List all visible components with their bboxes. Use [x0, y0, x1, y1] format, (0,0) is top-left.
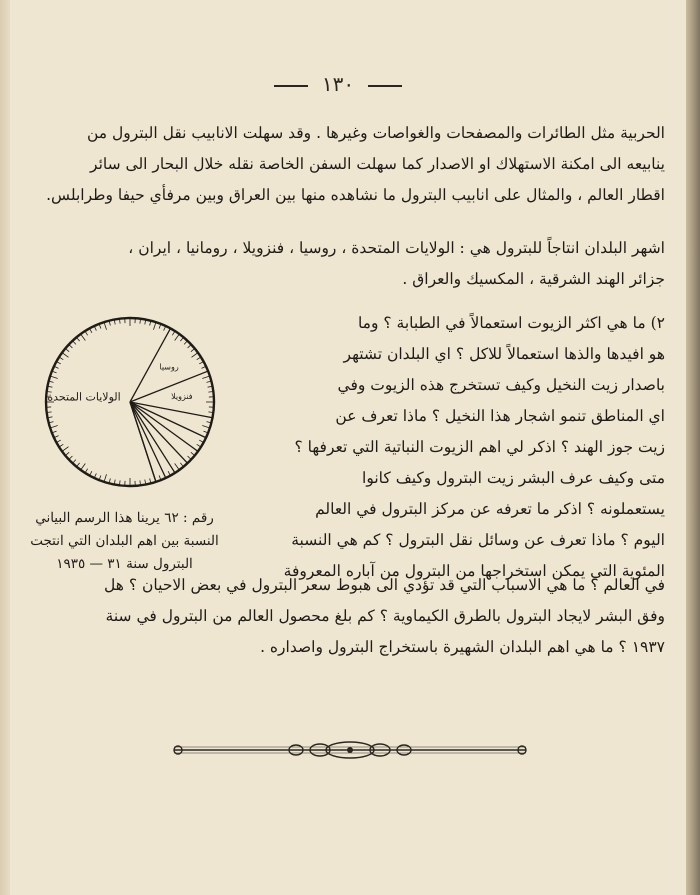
- pie-rim-tick: [62, 353, 68, 358]
- page-number: ١٣٠: [321, 72, 355, 96]
- pie-rim-tick: [180, 463, 183, 467]
- question-line: اليوم ؟ ماذا تعرف عن وسائل نقل البترول ؟ كم هي النسبة: [291, 531, 665, 549]
- pie-rim-tick: [65, 348, 69, 351]
- caption-line: النسبة بين اهم البلدان التي انتجت: [30, 533, 219, 549]
- pie-chart-figure: [30, 312, 230, 492]
- pie-slice-edge: [130, 371, 208, 402]
- question-line: زيت جوز الهند ؟ اذكر لي اهم الزيوت النباتية التي تعرفها ؟: [294, 438, 665, 456]
- pie-rim-tick: [59, 357, 63, 360]
- pie-rim-tick: [191, 348, 195, 351]
- page-gutter: [0, 0, 10, 895]
- pie-rim-tick: [202, 376, 210, 378]
- question-line: ١٩٣٧ ؟ ما هي اهم البلدان الشهيرة باستخراج البترول واصداره .: [260, 638, 665, 656]
- paragraph-transport: [25, 118, 665, 211]
- paragraph-line: جزائر الهند الشرقية ، المكسيك والعراق .: [402, 270, 665, 288]
- pie-rim-tick: [81, 334, 86, 340]
- paragraph-producers: [25, 233, 665, 295]
- pie-rim-tick: [85, 469, 88, 473]
- pie-chart: [30, 312, 230, 492]
- pie-rim-tick: [184, 341, 187, 345]
- pie-rim-tick: [202, 425, 210, 427]
- paragraph-line: ينابيعه الى امكنة الاستهلاك او الاصدار كما سهلت السفن الخاصة نقله خلال البحار الى سائر: [90, 155, 665, 173]
- pie-slice-label: فنزويلا: [171, 392, 193, 402]
- page-edge: [686, 0, 700, 895]
- pie-rim-tick: [76, 463, 79, 467]
- header-dash-right: [368, 85, 402, 87]
- pie-rim-tick: [175, 334, 180, 340]
- pie-rim-tick: [81, 463, 86, 469]
- pie-rim-tick: [76, 337, 79, 341]
- pie-rim-tick: [172, 331, 175, 335]
- pie-rim-tick: [50, 376, 58, 378]
- pie-rim-tick: [72, 460, 75, 464]
- pie-slice-edge: [130, 402, 166, 478]
- question-line: اي المناطق تنمو اشجار هذا النخيل ؟ ماذا تعرف عن: [335, 407, 665, 425]
- pie-rim-tick: [188, 344, 192, 347]
- paragraph-line: اشهر البلدان انتاجاً للبترول هي : الولايات المتحدة ، روسيا ، فنزويلا ، رومانيا ، ايران ،: [128, 239, 665, 257]
- question-line: وفق البشر لايجاد البترول بالطرق الكيماوية ؟ كم بلغ محصول العالم من البترول في سنة: [105, 607, 665, 625]
- pie-rim-tick: [191, 353, 197, 358]
- pie-rim-tick: [188, 456, 192, 459]
- caption-line: رقم : ٦٢ يرينا هذا الرسم البياني: [35, 510, 214, 526]
- question-line: هو افيدها والذها استعمالاً للاكل ؟ اي البلدان تشتهر: [343, 345, 665, 363]
- pie-rim-tick: [197, 444, 201, 447]
- question-line: باصدار زيت النخيل وكيف تستخرج هذه الزيوت وفي: [337, 376, 665, 394]
- caption-line: البترول سنة ٣١ — ١٩٣٥: [56, 556, 193, 572]
- pie-rim-tick: [104, 474, 106, 482]
- pie-rim-tick: [69, 456, 73, 459]
- pie-slice-edge: [130, 402, 198, 451]
- paragraph-questions-continued: [25, 570, 665, 663]
- pie-rim-tick: [69, 344, 73, 347]
- paragraph-line: الحربية مثل الطائرات والمصفحات والغواصات وغيرها . وقد سهلت الانابيب نقل البترول من: [86, 124, 665, 142]
- pie-rim-tick: [191, 452, 195, 455]
- pie-slice-label: روسيا: [159, 362, 179, 372]
- pie-rim-tick: [85, 331, 88, 335]
- question-line: متى وكيف عرف البشر زيت البترول وكيف كانوا: [362, 469, 665, 487]
- question-line: ٢) ما هي اكثر الزيوت استعمالاً في الطبابة ؟ وما: [357, 314, 665, 332]
- header-dash-left: [274, 85, 308, 87]
- pie-rim-tick: [197, 357, 201, 360]
- pie-slice-label: الولايات المتحدة: [47, 390, 121, 404]
- pie-rim-tick: [72, 341, 75, 345]
- paragraph-questions: [230, 308, 665, 587]
- ornamental-divider: [170, 738, 530, 762]
- pie-rim-tick: [65, 452, 69, 455]
- question-line: يستعملونه ؟ اذكر ما تعرفه عن مركز البترول في العالم: [315, 500, 665, 518]
- pie-rim-tick: [59, 444, 63, 447]
- pie-slice-edge: [130, 402, 156, 482]
- pie-rim-tick: [175, 463, 180, 469]
- pie-rim-tick: [50, 425, 58, 427]
- pie-rim-tick: [153, 322, 155, 330]
- question-line: المئوية التي يمكن استخراجها من البترول من آباره المعروفة: [283, 562, 665, 580]
- figure-caption: [22, 507, 227, 576]
- page-number-header: [0, 72, 676, 96]
- pie-rim-tick: [104, 322, 106, 330]
- pie-rim-tick: [180, 337, 183, 341]
- paragraph-line: اقطار العالم ، والمثال على انابيب البترول ما نشاهده منها بين العراق وبين مرفأي حيفا وطرابلس.: [46, 186, 665, 204]
- question-line: في العالم ؟ ما هي الاسباب التي قد تؤدي الى هبوط سعر البترول في بعض الاحيان ؟ هل: [104, 576, 665, 594]
- pie-rim-tick: [62, 447, 68, 452]
